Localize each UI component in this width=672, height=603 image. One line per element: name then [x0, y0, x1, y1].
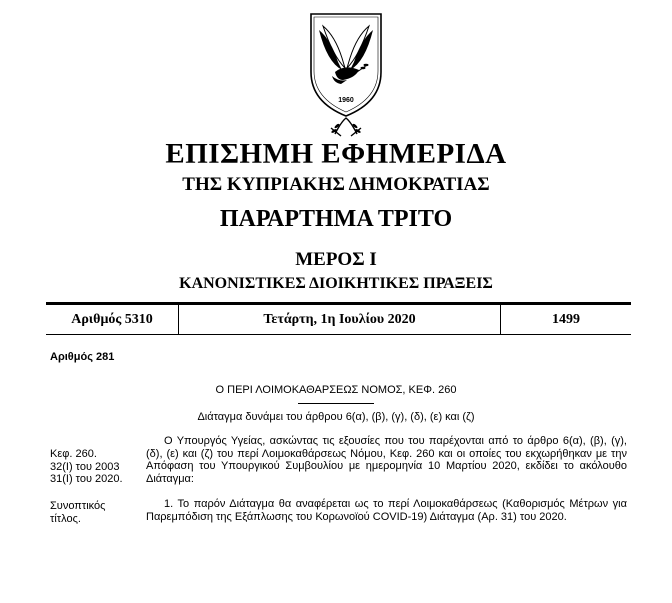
page-number: 1499	[552, 311, 580, 327]
issue-date: Τετάρτη, 1η Ιουλίου 2020	[179, 305, 501, 334]
section-title: ΚΑΝΟΝΙΣΤΙΚΕΣ ΔΙΟΙΚΗΤΙΚΕΣ ΠΡΑΞΕΙΣ	[179, 275, 493, 292]
coat-of-arms-emblem	[305, 10, 387, 138]
gazette-title: ΕΠΙΣΗΜΗ ΕΦΗΜΕΡΙΔΑ	[165, 138, 507, 170]
margin-note: Συνοπτικός	[50, 500, 106, 512]
preamble-paragraph: Ο Υπουργός Υγείας, ασκώντας τις εξουσίες που του παρέχονται από το άρθρο 6(α), (β), (γ), (δ), (ε) και (ζ) του περί Λοιμοκαθάρσεως Νόμου, Κεφ. 260 και οι οποίες του εκχωρήθηκαν με την Απόφαση του Υπουργικού Συμβουλίου με ημερομηνία 10 Μαρτίου 2020, εκδίδει το ακόλουθο Διάταγμα:	[146, 435, 627, 485]
margin-ref: Κεφ. 260.	[50, 448, 97, 460]
law-title: Ο ΠΕΡΙ ΛΟΙΜΟΚΑΘΑΡΣΕΩΣ ΝΟΜΟΣ, ΚΕΦ. 260	[215, 384, 457, 396]
margin-references	[50, 448, 123, 486]
supplement-title: ΠΑΡΑΡΤΗΜΑ ΤΡΙΤΟ	[219, 206, 453, 232]
margin-note: τίτλος.	[50, 512, 81, 525]
decree-subtitle: Διάταγμα δυνάμει του άρθρου 6(α), (β), (γ), (δ), (ε) και (ζ)	[197, 411, 475, 423]
issue-number: Αριθμός 5310	[46, 305, 179, 334]
act-number: Αριθμός 281	[50, 351, 115, 363]
emblem-year: 1960	[338, 97, 354, 104]
short-title-paragraph: 1. Το παρόν Διάταγμα θα αναφέρεται ως το περί Λοιμοκαθάρσεως (Καθορισμός Μέτρων για Παρεμπόδιση της Εξάπλωσης του Κορωνοϊού COVID-19) Διάταγμα (Αρ. 31) του 2020.	[146, 498, 627, 523]
margin-ref: 31(Ι) του 2020.	[50, 473, 123, 485]
gazette-subtitle: ΤΗΣ ΚΥΠΡΙΑΚΗΣ ΔΗΜΟΚΡΑΤΙΑΣ	[182, 174, 490, 195]
part-title: ΜΕΡΟΣ Ι	[295, 249, 377, 270]
issue-info-bar	[46, 302, 631, 335]
divider	[298, 403, 374, 404]
margin-short-title	[50, 500, 105, 525]
margin-ref: 32(Ι) του 2003	[50, 460, 120, 473]
